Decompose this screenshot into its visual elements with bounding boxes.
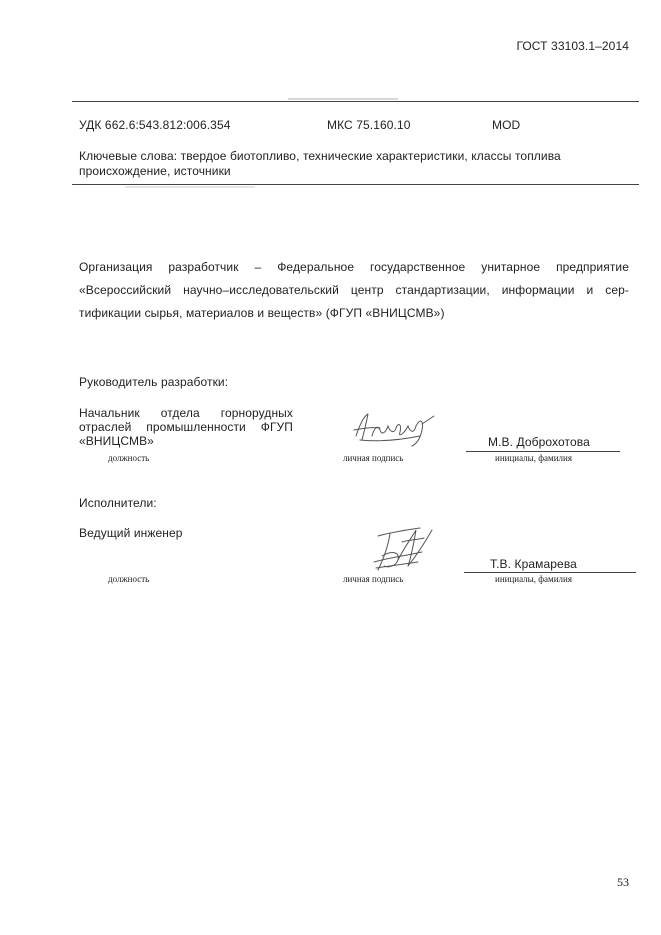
head-name: М.В. Доброхотова: [488, 435, 590, 449]
mks-code: МКС 75.160.10: [327, 118, 411, 132]
head-position-line-1: [79, 406, 293, 420]
organization-line-3: тификации сырья, материалов и веществ» (ФГУП «ВНИЦСМВ»): [79, 306, 445, 320]
head-position-line-2: [79, 420, 293, 434]
page-number: 53: [617, 875, 629, 889]
standard-number: ГОСТ 33103.1–2014: [516, 39, 629, 53]
head-section-title: Руководитель разработки:: [79, 375, 229, 389]
scan-artifact: [288, 98, 398, 100]
executor-position: Ведущий инженер: [79, 526, 183, 540]
organization-line-1-text: Организация разработчик – Федеральное государственное унитарное предприятие: [79, 260, 629, 274]
bottom-rule: [72, 184, 639, 185]
head-name-line: [466, 451, 620, 452]
organization-line-2-text: «Всероссийский научно–исследовательский центр стандартизации, информации и сер-: [79, 283, 629, 297]
head-position-line-3: «ВНИЦСМВ»: [79, 434, 154, 448]
signature-kramareva: [368, 522, 440, 574]
organization-line-2: [79, 283, 629, 297]
head-label-name: инициалы, фамилия: [495, 453, 572, 463]
signature-dobrokhotova: [350, 410, 440, 450]
head-position-line-1-text: Начальник отдела горнорудных: [79, 406, 293, 420]
organization-line-1: [79, 260, 629, 274]
scan-artifact-2: [125, 186, 255, 188]
top-rule: [72, 101, 639, 102]
executor-label-name: инициалы, фамилия: [495, 574, 572, 584]
keywords-line-2: происхождение, источники: [79, 164, 231, 178]
head-label-position: должность: [108, 453, 150, 463]
keywords-line-1: Ключевые слова: твердое биотопливо, технические характеристики, классы топлива: [79, 149, 561, 163]
head-label-signature: личная подпись: [343, 453, 404, 463]
executor-name-line: [464, 572, 636, 573]
executor-label-signature: личная подпись: [343, 574, 404, 584]
executor-name: Т.В. Крамарева: [490, 557, 577, 571]
udk-code: УДК 662.6:543.812:006.354: [79, 118, 231, 132]
head-position-line-2-text: отраслей промышленности ФГУП: [79, 420, 293, 434]
executors-section-title: Исполнители:: [79, 496, 157, 510]
mod-label: MOD: [492, 118, 521, 132]
executor-label-position: должность: [108, 574, 150, 584]
